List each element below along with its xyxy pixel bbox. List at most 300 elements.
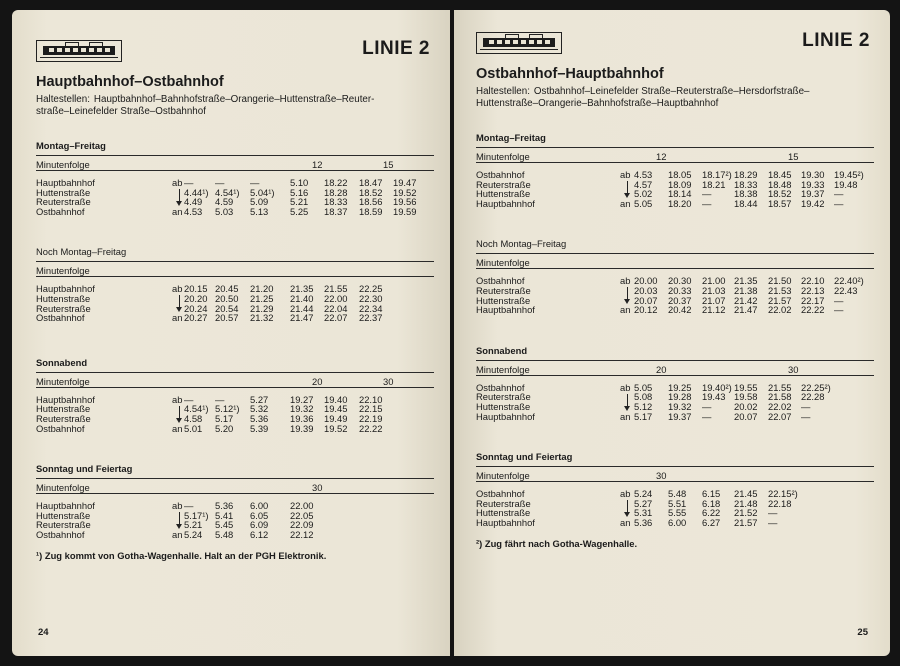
- time-cell: 5.32: [250, 403, 269, 415]
- time-cell: 19.32: [290, 403, 314, 415]
- station-name: Reuterstraße: [476, 284, 531, 296]
- departure-arrival-marker: an: [172, 205, 183, 217]
- schedule-section: [36, 140, 436, 216]
- time-cell: —: [834, 304, 844, 316]
- time-cell: 5.09: [250, 196, 269, 208]
- time-cell: 18.52: [768, 188, 792, 200]
- time-cell: 19.40: [324, 393, 348, 405]
- section-title: Sonnabend: [36, 357, 434, 373]
- time-cell: —: [702, 197, 712, 209]
- interval-label: Minutenfolge: [36, 159, 90, 170]
- time-cell: 19.30: [801, 169, 825, 180]
- station-name: Reuterstraße: [36, 412, 91, 424]
- time-cell: 19.25: [668, 381, 692, 393]
- time-cell: 21.53: [768, 284, 792, 296]
- time-cell: 19.42: [801, 197, 825, 209]
- time-cell: 4.58: [184, 412, 203, 424]
- time-cell: 19.40²): [702, 381, 732, 393]
- interval-row: [476, 148, 874, 163]
- station-name: Ostbahnhof: [476, 169, 525, 180]
- departure-arrival-marker: an: [620, 410, 631, 422]
- time-cell: 5.16: [290, 186, 309, 198]
- time-cell: 5.36: [634, 516, 653, 528]
- table-row: [476, 199, 874, 209]
- time-cell: 20.57: [215, 312, 239, 324]
- time-cell: 21.29: [250, 302, 274, 314]
- departure-arrival-marker: ab: [172, 393, 183, 405]
- time-cell: 21.45: [734, 488, 758, 500]
- table-row: [36, 530, 434, 540]
- time-cell: 22.00: [290, 500, 314, 512]
- interval-row: [36, 373, 434, 388]
- times-table: [36, 501, 434, 539]
- schedule-section: [36, 357, 436, 433]
- time-cell: —: [768, 516, 778, 528]
- times-table: [36, 284, 434, 322]
- time-cell: 20.45: [215, 283, 239, 295]
- time-cell: 5.13: [250, 205, 269, 217]
- station-name: Hauptbahnhof: [36, 177, 95, 188]
- time-cell: 20.03: [634, 284, 658, 296]
- time-cell: 5.55: [668, 507, 687, 519]
- time-cell: 5.05: [634, 197, 653, 209]
- table-row: [36, 313, 434, 323]
- time-cell: 19.28: [668, 391, 692, 403]
- time-cell: 6.12: [250, 528, 269, 540]
- schedule-section: [476, 451, 876, 527]
- time-cell: 6.00: [250, 500, 269, 512]
- time-cell: 18.09: [668, 178, 692, 190]
- time-cell: 5.48: [668, 488, 687, 500]
- time-cell: 19.43: [702, 391, 726, 403]
- interval-value: 30: [383, 375, 394, 387]
- time-cell: 5.41: [215, 509, 234, 521]
- time-cell: 18.48: [768, 178, 792, 190]
- interval-row: [476, 467, 874, 482]
- time-cell: 20.20: [184, 292, 208, 304]
- time-cell: 18.20: [668, 197, 692, 209]
- time-cell: 21.38: [734, 284, 758, 296]
- page-number: 25: [857, 627, 868, 638]
- time-cell: —: [184, 500, 194, 512]
- interval-value: 20: [656, 363, 667, 375]
- time-cell: 20.12: [634, 304, 658, 316]
- schedule-sections: [476, 132, 876, 528]
- time-cell: 21.47: [734, 304, 758, 316]
- time-cell: —: [768, 507, 778, 519]
- departure-arrival-marker: an: [172, 312, 183, 324]
- times-table: [476, 170, 874, 208]
- time-cell: 5.05: [634, 381, 653, 393]
- footnote: ²) Zug fährt nach Gotha-Wagenhalle.: [476, 537, 638, 549]
- time-cell: 20.07: [634, 294, 658, 306]
- time-cell: 5.01: [184, 422, 203, 434]
- time-cell: 22.13: [801, 284, 825, 296]
- time-cell: 19.37: [801, 188, 825, 200]
- stops-line-2: straße–Leinefelder Straße–Ostbahnhof: [36, 106, 206, 117]
- time-cell: —: [702, 400, 712, 412]
- time-cell: 18.05: [668, 169, 692, 180]
- table-row: [476, 518, 874, 528]
- time-cell: —: [834, 197, 844, 209]
- time-cell: 18.37: [324, 205, 348, 217]
- time-cell: 19.39: [290, 422, 314, 434]
- time-cell: 22.05: [290, 509, 314, 521]
- station-name: Ostbahnhof: [36, 528, 85, 540]
- time-cell: 22.10: [359, 393, 383, 405]
- times-table: [36, 178, 434, 216]
- time-cell: 22.18: [768, 497, 792, 509]
- time-cell: 22.15: [359, 403, 383, 415]
- departure-arrival-marker: ab: [172, 177, 183, 188]
- time-cell: 22.37: [359, 312, 383, 324]
- time-cell: 21.07: [702, 294, 726, 306]
- time-cell: —: [801, 400, 811, 412]
- time-cell: 22.30: [359, 292, 383, 304]
- schedule-section: [476, 345, 876, 421]
- time-cell: 21.40: [290, 292, 314, 304]
- time-cell: —: [834, 188, 844, 200]
- table-row: [36, 511, 434, 521]
- time-cell: 4.44¹): [184, 186, 209, 198]
- time-cell: 20.30: [668, 275, 692, 287]
- time-cell: 22.02: [768, 304, 792, 316]
- time-cell: 22.22: [359, 422, 383, 434]
- time-cell: —: [215, 177, 225, 188]
- departure-arrival-marker: an: [620, 197, 631, 209]
- time-cell: 19.36: [290, 412, 314, 424]
- station-name: Ostbahnhof: [476, 488, 525, 500]
- time-cell: 21.57: [768, 294, 792, 306]
- time-cell: 19.32: [668, 400, 692, 412]
- line-label: LINIE 2: [362, 38, 430, 59]
- time-cell: 18.17²): [702, 169, 732, 180]
- time-cell: 19.55: [734, 381, 758, 393]
- station-name: Ostbahnhof: [36, 422, 85, 434]
- time-cell: 19.37: [668, 410, 692, 422]
- stops-line-2: Huttenstraße–Orangerie–Bahnhofstraße–Hauptbahnhof: [476, 98, 719, 109]
- time-cell: 5.20: [215, 422, 234, 434]
- time-cell: 6.22: [702, 507, 721, 519]
- interval-value: 30: [656, 470, 667, 482]
- time-cell: 22.15²): [768, 488, 798, 500]
- time-cell: 4.59: [215, 196, 234, 208]
- time-cell: 21.50: [768, 275, 792, 287]
- time-cell: 22.12: [290, 528, 314, 540]
- station-name: Ostbahnhof: [36, 205, 85, 217]
- times-table: [476, 383, 874, 421]
- time-cell: 6.05: [250, 509, 269, 521]
- footnote: ¹) Zug kommt von Gotha-Wagenhalle. Halt an der PGH Elektronik.: [36, 549, 327, 561]
- station-name: Huttenstraße: [476, 400, 531, 412]
- interval-row: [36, 479, 434, 494]
- page-header: [36, 38, 436, 68]
- time-cell: 5.24: [634, 488, 653, 500]
- station-name: Huttenstraße: [36, 403, 91, 415]
- section-title: Noch Montag–Freitag: [36, 246, 434, 262]
- schedule-section: [36, 463, 436, 539]
- time-cell: 5.27: [250, 393, 269, 405]
- time-cell: 4.53: [184, 205, 203, 217]
- time-cell: 6.27: [702, 516, 721, 528]
- time-cell: 5.24: [184, 528, 203, 540]
- time-cell: 19.58: [734, 391, 758, 403]
- time-cell: 20.07: [734, 410, 758, 422]
- station-name: Ostbahnhof: [36, 312, 85, 324]
- time-cell: 22.07: [324, 312, 348, 324]
- time-cell: 19.56: [393, 196, 417, 208]
- route-title: Ostbahnhof–Hauptbahnhof: [476, 66, 664, 82]
- time-cell: 22.00: [324, 292, 348, 304]
- stops-line-1: Ostbahnhof–Leinefelder Straße–Reuterstraße–Hersdorfstraße–: [533, 86, 810, 97]
- time-cell: 22.10: [801, 275, 825, 287]
- time-cell: 18.21: [702, 178, 726, 190]
- time-cell: 4.54¹): [215, 186, 240, 198]
- time-cell: 20.15: [184, 283, 208, 295]
- time-cell: 21.35: [290, 283, 314, 295]
- time-cell: 5.25: [290, 205, 309, 217]
- interval-value: 20: [312, 375, 323, 387]
- station-name: Reuterstraße: [476, 178, 531, 190]
- time-cell: 22.25²): [801, 381, 831, 393]
- time-cell: 22.25: [359, 283, 383, 295]
- time-cell: 19.52: [393, 186, 417, 198]
- time-cell: 21.20: [250, 283, 274, 295]
- time-cell: 5.17: [215, 412, 234, 424]
- time-cell: 21.03: [702, 284, 726, 296]
- time-cell: 5.51: [668, 497, 687, 509]
- time-cell: 21.32: [250, 312, 274, 324]
- interval-label: Minutenfolge: [476, 470, 530, 482]
- table-row: [476, 305, 874, 315]
- table-row: [36, 501, 434, 511]
- time-cell: 22.19: [359, 412, 383, 424]
- interval-value: 12: [656, 151, 667, 162]
- stops-label: Haltestellen:: [36, 94, 90, 105]
- interval-label: Minutenfolge: [36, 265, 90, 277]
- time-cell: 5.21: [184, 519, 203, 531]
- time-cell: —: [215, 393, 225, 405]
- departure-arrival-marker: ab: [620, 275, 631, 287]
- departure-arrival-marker: an: [620, 516, 631, 528]
- page-number: 24: [38, 627, 49, 638]
- station-name: Huttenstraße: [36, 509, 91, 521]
- page-left: [12, 10, 450, 656]
- time-cell: 22.28: [801, 391, 825, 403]
- station-name: Hauptbahnhof: [476, 197, 535, 209]
- departure-arrival-marker: ab: [620, 169, 631, 180]
- time-cell: 19.45²): [834, 169, 864, 180]
- section-title: Sonnabend: [476, 345, 874, 361]
- time-cell: —: [184, 393, 194, 405]
- time-cell: 21.58: [768, 391, 792, 403]
- tram-icon: [36, 40, 122, 62]
- time-cell: 20.00: [634, 275, 658, 287]
- time-cell: 21.55: [324, 283, 348, 295]
- time-cell: 19.27: [290, 393, 314, 405]
- tram-icon: [476, 32, 562, 54]
- time-cell: —: [250, 177, 260, 188]
- station-name: Huttenstraße: [36, 292, 91, 304]
- station-name: Hauptbahnhof: [36, 283, 95, 295]
- time-cell: 5.17¹): [184, 509, 209, 521]
- time-cell: 18.52: [359, 186, 383, 198]
- interval-row: [476, 254, 874, 269]
- time-cell: 20.54: [215, 302, 239, 314]
- time-cell: 6.00: [668, 516, 687, 528]
- interval-value: 30: [788, 363, 799, 375]
- interval-value: 30: [312, 482, 323, 494]
- station-name: Hauptbahnhof: [36, 393, 95, 405]
- time-cell: 22.09: [290, 519, 314, 531]
- table-row: [36, 424, 434, 434]
- time-cell: 18.33: [324, 196, 348, 208]
- time-cell: 22.34: [359, 302, 383, 314]
- time-cell: 5.12: [634, 400, 653, 412]
- departure-arrival-marker: an: [172, 422, 183, 434]
- time-cell: 5.45: [215, 519, 234, 531]
- time-cell: 22.17: [801, 294, 825, 306]
- table-row: [476, 412, 874, 422]
- time-cell: 21.42: [734, 294, 758, 306]
- page-right: [454, 10, 890, 656]
- time-cell: 18.45: [768, 169, 792, 180]
- departure-arrival-marker: ab: [620, 488, 631, 500]
- time-cell: —: [801, 410, 811, 422]
- time-cell: 5.04¹): [250, 186, 275, 198]
- time-cell: 5.31: [634, 507, 653, 519]
- time-cell: 4.54¹): [184, 403, 209, 415]
- time-cell: 22.40²): [834, 275, 864, 287]
- time-cell: 5.48: [215, 528, 234, 540]
- station-name: Hauptbahnhof: [476, 516, 535, 528]
- station-name: Reuterstraße: [36, 196, 91, 208]
- stops-line-1: Hauptbahnhof–Bahnhofstraße–Orangerie–Huttenstraße–Reuter-: [93, 94, 375, 105]
- stops-label: Haltestellen:: [476, 86, 530, 97]
- time-cell: 19.52: [324, 422, 348, 434]
- time-cell: 5.02: [634, 188, 653, 200]
- time-cell: 22.22: [801, 304, 825, 316]
- time-cell: 18.44: [734, 197, 758, 209]
- time-cell: 21.35: [734, 275, 758, 287]
- time-cell: 18.14: [668, 188, 692, 200]
- time-cell: 18.22: [324, 177, 348, 188]
- time-cell: 18.56: [359, 196, 383, 208]
- time-cell: 20.02: [734, 400, 758, 412]
- station-name: Reuterstraße: [36, 519, 91, 531]
- time-cell: 5.39: [250, 422, 269, 434]
- time-cell: 5.08: [634, 391, 653, 403]
- time-cell: —: [834, 294, 844, 306]
- section-title: Montag–Freitag: [476, 132, 874, 148]
- time-cell: 21.12: [702, 304, 726, 316]
- time-cell: 21.48: [734, 497, 758, 509]
- time-cell: 4.57: [634, 178, 653, 190]
- schedule-section: [476, 238, 876, 314]
- schedule-section: [476, 132, 876, 208]
- time-cell: 5.36: [250, 412, 269, 424]
- time-cell: —: [702, 410, 712, 422]
- time-cell: 18.33: [734, 178, 758, 190]
- time-cell: 22.43: [834, 284, 858, 296]
- time-cell: 5.17: [634, 410, 653, 422]
- interval-label: Minutenfolge: [476, 363, 530, 375]
- interval-row: [36, 262, 434, 277]
- station-name: Huttenstraße: [36, 186, 91, 198]
- interval-row: [36, 156, 434, 171]
- time-cell: 20.50: [215, 292, 239, 304]
- interval-value: 15: [383, 159, 394, 170]
- departure-arrival-marker: ab: [620, 381, 631, 393]
- times-table: [476, 489, 874, 527]
- time-cell: 5.36: [215, 500, 234, 512]
- station-name: Huttenstraße: [476, 188, 531, 200]
- time-cell: 20.24: [184, 302, 208, 314]
- time-cell: 21.44: [290, 302, 314, 314]
- interval-label: Minutenfolge: [36, 375, 90, 387]
- time-cell: 6.15: [702, 488, 721, 500]
- section-title: Noch Montag–Freitag: [476, 238, 874, 254]
- time-cell: 20.27: [184, 312, 208, 324]
- interval-label: Minutenfolge: [476, 257, 530, 269]
- time-cell: 18.38: [734, 188, 758, 200]
- time-cell: —: [702, 188, 712, 200]
- time-cell: 19.45: [324, 403, 348, 415]
- station-name: Reuterstraße: [476, 497, 531, 509]
- stops-list: [476, 86, 876, 110]
- station-name: Reuterstraße: [36, 302, 91, 314]
- station-name: Ostbahnhof: [476, 275, 525, 287]
- section-title: Montag–Freitag: [36, 140, 434, 156]
- station-name: Ostbahnhof: [476, 381, 525, 393]
- time-cell: 6.09: [250, 519, 269, 531]
- section-title: Sonntag und Feiertag: [36, 463, 434, 479]
- time-cell: 20.33: [668, 284, 692, 296]
- time-cell: 5.12¹): [215, 403, 240, 415]
- time-cell: 22.07: [768, 410, 792, 422]
- time-cell: 21.57: [734, 516, 758, 528]
- times-table: [36, 395, 434, 433]
- station-name: Huttenstraße: [476, 294, 531, 306]
- schedule-sections: [36, 140, 436, 540]
- interval-value: 15: [788, 151, 799, 162]
- time-cell: 19.59: [393, 205, 417, 217]
- time-cell: 21.00: [702, 275, 726, 287]
- route-title: Hauptbahnhof–Ostbahnhof: [36, 74, 224, 90]
- station-name: Hauptbahnhof: [476, 304, 535, 316]
- time-cell: 19.49: [324, 412, 348, 424]
- time-cell: 19.47: [393, 177, 417, 188]
- interval-value: 12: [312, 159, 323, 170]
- time-cell: 5.10: [290, 177, 309, 188]
- time-cell: 5.21: [290, 196, 309, 208]
- station-name: Hauptbahnhof: [36, 500, 95, 512]
- time-cell: 21.47: [290, 312, 314, 324]
- time-cell: 22.02: [768, 400, 792, 412]
- departure-arrival-marker: ab: [172, 500, 183, 512]
- time-cell: 20.37: [668, 294, 692, 306]
- time-cell: 19.48: [834, 178, 858, 190]
- time-cell: 18.57: [768, 197, 792, 209]
- time-cell: 21.55: [768, 381, 792, 393]
- time-cell: 21.25: [250, 292, 274, 304]
- time-cell: —: [184, 177, 194, 188]
- time-cell: 5.27: [634, 497, 653, 509]
- time-cell: 21.52: [734, 507, 758, 519]
- time-cell: 4.49: [184, 196, 203, 208]
- time-cell: 19.33: [801, 178, 825, 190]
- stops-list: [36, 94, 436, 118]
